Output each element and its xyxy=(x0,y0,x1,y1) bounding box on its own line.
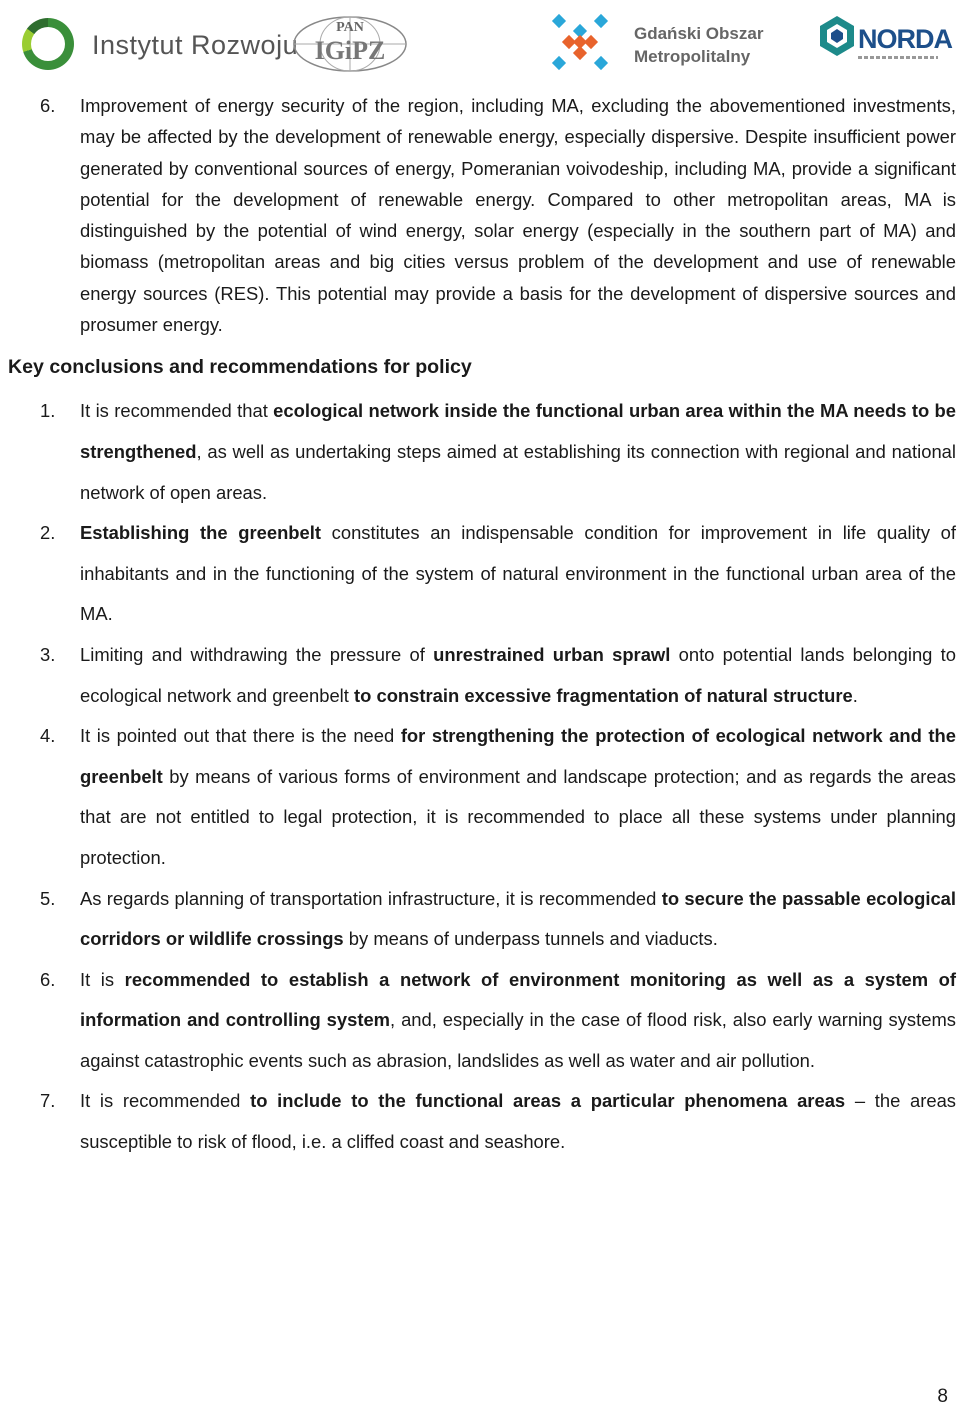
text-segment: by means of various forms of environment and landscape protection; and as regards the areas that are not entitled to legal protection, it is recommended to place all these systems under planning protection. xyxy=(80,765,956,868)
item-number: 6. xyxy=(40,968,56,990)
item-number: 3. xyxy=(40,643,56,665)
norda-text: NORDA xyxy=(858,24,952,54)
bold-text-segment: recommended to establish a network of environment monitoring as well as a system of information and controlling system xyxy=(80,968,956,1031)
item-number: 5. xyxy=(40,887,56,909)
text-segment: It is pointed out that there is the need xyxy=(80,725,401,747)
text-segment: constitutes an indispensable condition for improvement in life quality of inhabitants and in the functioning of the system of natural environment in the functional urban area of the MA. xyxy=(80,522,956,625)
bold-text-segment: to include to the functional areas a particular phenomena areas xyxy=(250,1090,846,1112)
item-text: Improvement of energy security of the region, including MA, excluding the abovementioned investments, may be affected by the development of renewable energy, especially dispersive. Despite insufficient power generated by conventional sources of energy, Pomeranian voivodeship, including MA, provide a significant potential for the development of renewable energy. Compared to other metropolitan areas, MA is distinguished by the potential of wind energy, solar energy (especially in the southern part of MA) and biomass (metropolitan areas and big cities versus problem of the development and use of renewable energy sources (RES). This potential may provide a basis for the development of dispersive sources and prosumer energy. xyxy=(80,95,956,336)
recommendation-item xyxy=(0,960,960,1082)
text-segment: onto potential lands belonging to ecological network and greenbelt xyxy=(80,643,956,706)
text-segment: – the areas susceptible to risk of flood, i.e. a cliffed coast and seashore. xyxy=(80,1090,956,1153)
bold-text-segment: ecological network inside the functional urban area within the MA needs to be strengthened xyxy=(80,400,956,462)
norda-subline xyxy=(858,56,938,59)
item-number: 4. xyxy=(40,725,56,747)
igipz-text: IGiPZ xyxy=(314,36,386,65)
gdanski-obszar-logo xyxy=(550,10,780,72)
recommendations-list xyxy=(0,391,960,1162)
globe-icon xyxy=(290,12,410,72)
text-segment: by means of underpass tunnels and viaducts. xyxy=(343,928,718,950)
text-segment: It is xyxy=(80,968,125,990)
instytut-rozwoju-text: Instytut Rozwoju xyxy=(92,30,299,60)
gom-cross-icon xyxy=(550,12,610,72)
text-segment: As regards planning of transportation infrastructure, it is recommended xyxy=(80,887,662,909)
section-heading: Key conclusions and recommendations for policy xyxy=(8,356,472,379)
document-body xyxy=(0,90,960,1163)
green-ring-icon xyxy=(22,18,74,70)
pan-igipz-logo xyxy=(290,12,410,72)
page-number: 8 xyxy=(937,1386,948,1407)
item-number: 7. xyxy=(40,1090,56,1112)
page-header xyxy=(0,0,960,80)
bold-text-segment: for strengthening the protection of ecological network and the greenbelt xyxy=(80,725,956,787)
gom-line-1: Gdański Obszar xyxy=(634,24,764,43)
text-segment: , and, especially in the case of flood risk, also early warning systems against catastrophic events such as abrasion, landslides as well as water and air pollution. xyxy=(80,1009,956,1071)
recommendation-item xyxy=(0,513,960,635)
list-item xyxy=(0,90,960,340)
recommendation-item xyxy=(0,879,960,960)
recommendation-item xyxy=(0,1081,960,1162)
bold-text-segment: to secure the passable ecological corridors or wildlife crossings xyxy=(80,887,957,950)
recommendation-item xyxy=(0,716,960,878)
bold-text-segment: unrestrained urban sprawl xyxy=(433,643,671,665)
item-number: 2. xyxy=(40,522,56,544)
pan-text: PAN xyxy=(336,20,364,35)
instytut-rozwoju-logo xyxy=(22,14,299,74)
recommendation-item xyxy=(0,391,960,513)
norda-hexagon-icon xyxy=(818,14,856,58)
gom-line-2: Metropolitalny xyxy=(634,47,751,66)
norda-logo xyxy=(818,14,952,74)
item-number: 6. xyxy=(40,95,56,116)
text-segment: Limiting and withdrawing the pressure of xyxy=(80,643,434,665)
text-segment: . xyxy=(852,684,858,706)
bold-text-segment: Establishing the greenbelt xyxy=(80,522,321,544)
text-segment: It is recommended that xyxy=(80,400,274,422)
item-number: 1. xyxy=(40,400,56,422)
text-segment: , as well as undertaking steps aimed at establishing its connection with regional and national network of open areas. xyxy=(80,440,956,503)
recommendation-item xyxy=(0,635,960,716)
bold-text-segment: to constrain excessive fragmentation of natural structure xyxy=(354,684,853,706)
text-segment: It is recommended xyxy=(80,1090,251,1112)
